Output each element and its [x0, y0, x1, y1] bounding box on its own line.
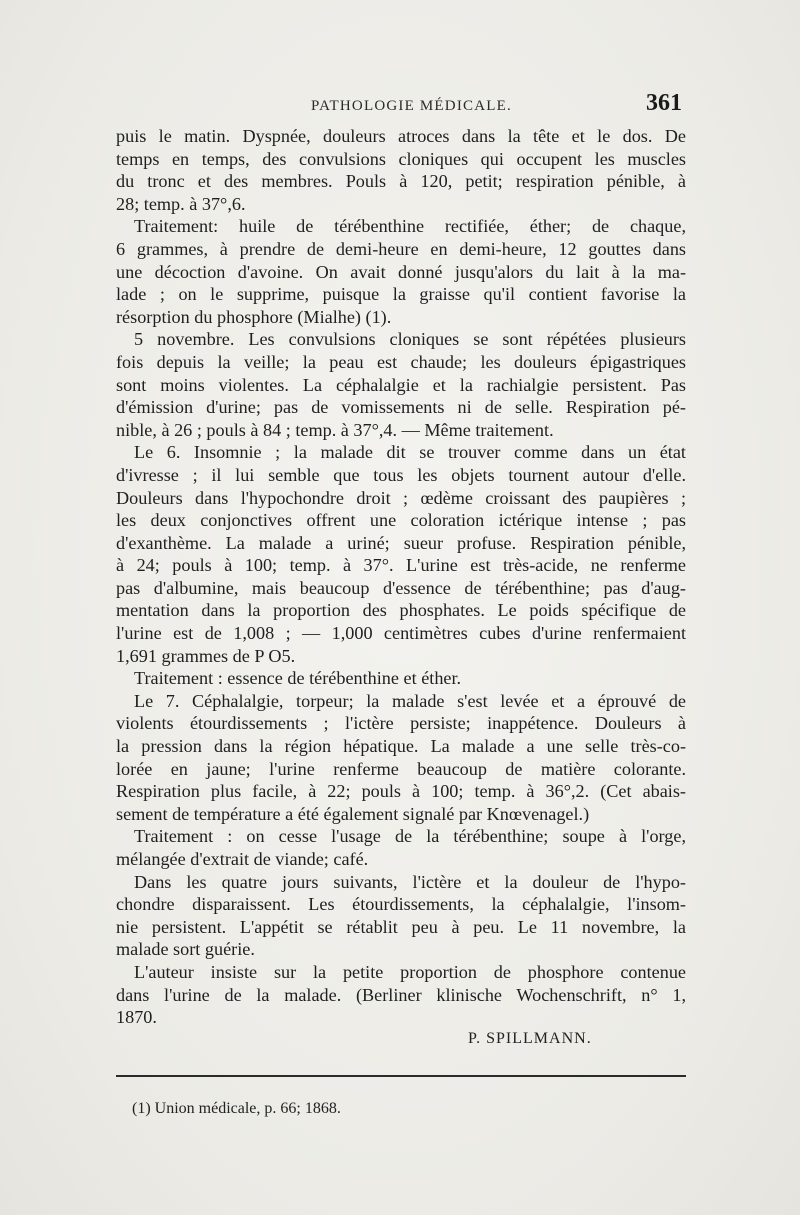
text-line: l'urine est de 1,008 ; — 1,000 centimètres cubes d'urine renfermaient — [116, 623, 686, 644]
text-line: Douleurs dans l'hypochondre droit ; œdème croissant des paupières ; — [116, 487, 686, 508]
text-line: d'émission d'urine; pas de vomissements ni de selle. Respiration pé- — [116, 397, 686, 418]
body-text — [116, 125, 686, 1029]
text-line: nible, à 26 ; pouls à 84 ; temp. à 37°,4. — Même traitement. — [116, 419, 554, 440]
running-title: PATHOLOGIE MÉDICALE. — [311, 98, 512, 114]
text-line: Traitement: huile de térébenthine rectifiée, éther; de chaque, — [134, 216, 686, 237]
text-line: dans l'urine de la malade. (Berliner klinische Wochenschrift, n° 1, — [116, 984, 686, 1005]
text-line: d'exanthème. La malade a uriné; sueur profuse. Respiration pénible, — [116, 532, 686, 553]
text-line: temps en temps, des convulsions cloniques qui occupent les muscles — [116, 148, 686, 169]
text-line: du tronc et des membres. Pouls à 120, petit; respiration pénible, à — [116, 171, 686, 192]
text-line: L'auteur insiste sur la petite proportion de phosphore contenue — [134, 961, 686, 982]
text-line: 28; temp. à 37°,6. — [116, 193, 246, 214]
text-line: mélangée d'extrait de viande; café. — [116, 849, 369, 869]
text-line: mentation dans la proportion des phosphates. Le poids spécifique de — [116, 600, 686, 621]
text-line: lorée en jaune; l'urine renferme beaucoup de matière colorante. — [116, 758, 686, 779]
text-line: la pression dans la région hépatique. La malade a une selle très-co- — [116, 736, 686, 757]
text-line: chondre disparaissent. Les étourdissements, la céphalalgie, l'insom- — [116, 894, 686, 915]
text-line: 6 grammes, à prendre de demi-heure en demi-heure, 12 gouttes dans — [116, 238, 686, 259]
text-line: Traitement : essence de térébenthine et éther. — [134, 668, 462, 689]
text-line: sont moins violentes. La céphalalgie et la rachialgie persistent. Pas — [116, 374, 686, 395]
text-line: nie persistent. L'appétit se rétablit peu à peu. Le 11 novembre, la — [116, 916, 686, 937]
text-line: Dans les quatre jours suivants, l'ictère et la douleur de l'hypo- — [134, 871, 686, 892]
footnote: (1) Union médicale, p. 66; 1868. — [132, 1100, 341, 1117]
footnote-rule — [116, 1075, 686, 1077]
text-line: puis le matin. Dyspnée, douleurs atroces dans la tête et le dos. De — [116, 126, 686, 146]
text-line: malade sort guérie. — [116, 939, 255, 960]
text-line: violents étourdissements ; l'ictère persiste; inappétence. Douleurs à — [116, 713, 686, 734]
text-line: à 24; pouls à 100; temp. à 37°. L'urine est très-acide, ne renferme — [116, 555, 686, 576]
text-line: d'ivresse ; il lui semble que tous les objets tournent autour d'elle. — [116, 464, 686, 485]
text-line: Traitement : on cesse l'usage de la térébenthine; soupe à l'orge, — [134, 826, 686, 847]
text-line: résorption du phosphore (Mialhe) (1). — [116, 306, 392, 327]
text-line: pas d'albumine, mais beaucoup d'essence de térébenthine; pas d'aug- — [116, 577, 686, 598]
text-line: Respiration plus facile, à 22; pouls à 100; temp. à 36°,2. (Cet abais- — [116, 781, 686, 802]
text-line: les deux conjonctives offrent une coloration ictérique intense ; pas — [116, 510, 686, 531]
text-line: une décoction d'avoine. On avait donné jusqu'alors du lait à la ma- — [116, 261, 686, 282]
text-line: fois depuis la veille; la peau est chaude; les douleurs épigastriques — [116, 351, 686, 372]
page-number: 361 — [646, 90, 682, 116]
text-line: 1870. — [116, 1007, 157, 1028]
page-header — [116, 90, 686, 124]
text-line: Le 7. Céphalalgie, torpeur; la malade s'est levée et a éprouvé de — [134, 690, 686, 711]
text-line: sement de température a été également signalé par Knœvenagel.) — [116, 803, 590, 824]
text-line: 5 novembre. Les convulsions cloniques se sont répétées plusieurs — [134, 329, 686, 350]
text-line: Le 6. Insomnie ; la malade dit se trouver comme dans un état — [134, 442, 686, 463]
text-line: lade ; on le supprime, puisque la graisse qu'il contient favorise la — [116, 284, 686, 305]
author-signature: P. SPILLMANN. — [468, 1030, 592, 1047]
text-line: 1,691 grammes de P O5. — [116, 645, 296, 666]
